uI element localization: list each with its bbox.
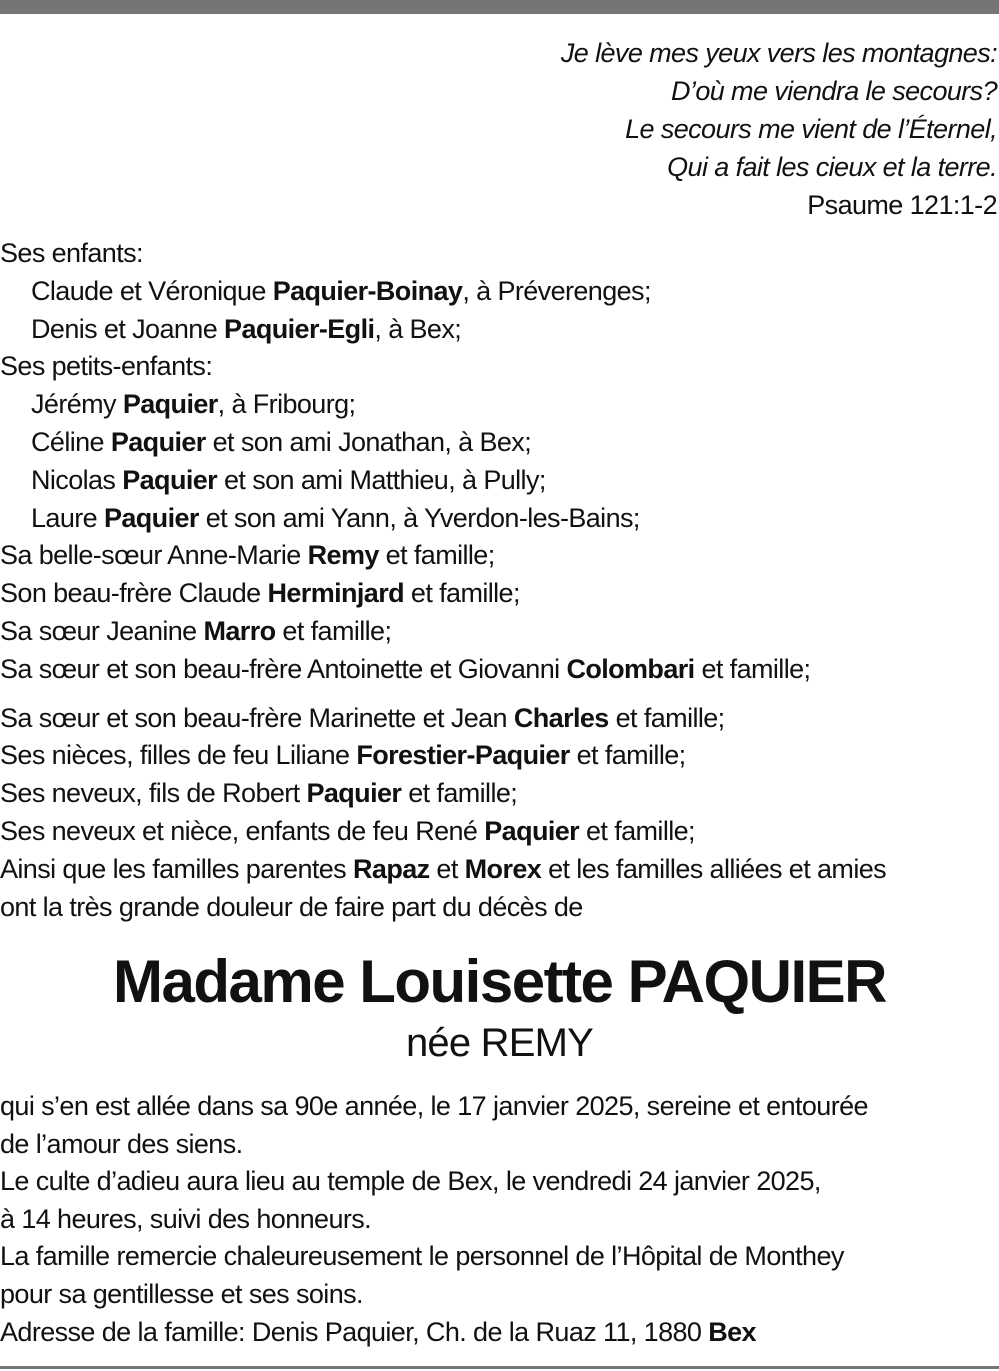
entry-text: et famille;	[404, 578, 520, 609]
entry-text: Sa sœur Jeanine	[0, 615, 204, 646]
family-surname: Marro	[203, 615, 276, 646]
entry-text: Ainsi que les familles parentes	[0, 853, 353, 884]
entry-text: et famille;	[608, 702, 725, 733]
family-surname: Paquier	[484, 815, 580, 846]
entry-text: Nicolas	[31, 464, 123, 495]
family-surname: Forestier-Paquier	[356, 740, 570, 771]
family-surname: Paquier-Boinay	[272, 275, 463, 306]
family-entry	[0, 700, 999, 738]
entry-text: et famille;	[694, 653, 811, 684]
entry-text: et famille;	[401, 778, 518, 809]
entry-text: et son ami Matthieu, à Pully;	[217, 464, 546, 495]
family-surname: Remy	[307, 540, 379, 571]
entry-text: et les familles alliées et amies	[541, 853, 887, 884]
entry-text: Sa sœur et son beau-frère Marinette et Jean	[0, 702, 514, 733]
notice-line: de l’amour des siens.	[0, 1128, 243, 1159]
family-entry	[0, 651, 999, 689]
family-entry	[0, 273, 999, 311]
notice-line: qui s’en est allée dans sa 90e année, le 17 janvier 2025, sereine et entourée	[0, 1091, 868, 1121]
entry-text: , à Bex;	[374, 313, 462, 344]
entry-text: et famille;	[579, 815, 695, 846]
verse-line: Je lève mes yeux vers les montagnes:	[560, 38, 997, 68]
verse-line: Le secours me vient de l’Éternel,	[625, 114, 997, 144]
family-entry	[0, 613, 999, 651]
family-entry	[0, 737, 999, 775]
entry-text: Jérémy	[31, 389, 123, 420]
address-city: Bex	[708, 1316, 756, 1347]
entry-text: et famille;	[378, 540, 495, 571]
verse-line: D’où me viendra le secours?	[671, 76, 997, 106]
family-surname: Paquier-Egli	[224, 313, 375, 344]
family-entry	[0, 311, 999, 349]
entry-text: Sa sœur et son beau-frère Antoinette et Giovanni	[0, 653, 567, 684]
family-address	[0, 1314, 999, 1352]
entry-text: Son beau-frère Claude	[0, 578, 268, 609]
family-surname: Morex	[464, 853, 542, 884]
entry-text: Céline	[31, 426, 111, 457]
announcement-line: ont la très grande douleur de faire part du décès de	[0, 891, 583, 922]
bottom-rule	[0, 1366, 999, 1369]
family-entry	[0, 537, 999, 575]
closing-entry	[0, 851, 999, 889]
bible-verse	[561, 34, 997, 224]
notice-line: Le culte d’adieu aura lieu au temple de Bex, le vendredi 24 janvier 2025,	[0, 1166, 821, 1197]
entry-text: , à Fribourg;	[217, 389, 356, 420]
notice-line: La famille remercie chaleureusement le personnel de l’Hôpital de Monthey	[0, 1241, 844, 1272]
entry-text: et	[429, 853, 465, 884]
entry-text: et famille;	[569, 740, 686, 771]
family-entry	[0, 462, 999, 500]
entry-text: Ses nièces, filles de feu Liliane	[0, 740, 357, 771]
family-surname: Paquier	[122, 464, 218, 495]
deceased-block	[0, 944, 999, 1066]
family-surname: Paquier	[103, 502, 199, 533]
children-heading: Ses enfants:	[0, 238, 143, 268]
entry-text: Ses neveux et nièce, enfants de feu René	[0, 815, 485, 846]
family-entry	[0, 386, 999, 424]
top-rule	[0, 0, 999, 14]
family-surname: Herminjard	[267, 578, 405, 609]
family-surname: Paquier	[306, 778, 402, 809]
entry-text: Ses neveux, fils de Robert	[0, 778, 307, 809]
family-entry	[0, 813, 999, 851]
family-surname: Paquier	[110, 426, 206, 457]
family-surname: Colombari	[566, 653, 695, 684]
entry-text: Denis et Joanne	[31, 313, 225, 344]
family-entry	[0, 500, 999, 538]
entry-text: et son ami Jonathan, à Bex;	[205, 426, 532, 457]
family-entry	[0, 424, 999, 462]
verse-line: Qui a fait les cieux et la terre.	[667, 152, 997, 182]
notice-line: à 14 heures, suivi des honneurs.	[0, 1203, 372, 1234]
entry-text: et famille;	[275, 615, 392, 646]
verse-reference: Psaume 121:1-2	[807, 190, 997, 220]
entry-text: et son ami Yann, à Yverdon-les-Bains;	[198, 502, 640, 533]
family-surname: Paquier	[122, 389, 218, 420]
address-text: Adresse de la famille: Denis Paquier, Ch. de la Ruaz 11, 1880	[0, 1316, 709, 1347]
entry-text: Laure	[31, 502, 104, 533]
family-entry	[0, 775, 999, 813]
entry-text: , à Préverenges;	[462, 275, 651, 306]
entry-text: Claude et Véronique	[31, 275, 273, 306]
family-surname: Rapaz	[353, 853, 430, 884]
notice-line: pour sa gentillesse et ses soins.	[0, 1278, 363, 1309]
ceremony-notice	[0, 1088, 999, 1351]
family-list	[0, 235, 999, 926]
maiden-name: née REMY	[405, 1021, 594, 1065]
family-surname: Charles	[513, 702, 609, 733]
entry-text: Sa belle-sœur Anne-Marie	[0, 540, 308, 571]
family-entry	[0, 575, 999, 613]
grandchildren-heading: Ses petits-enfants:	[0, 351, 213, 382]
deceased-name: Madame Louisette PAQUIER	[112, 948, 887, 1015]
